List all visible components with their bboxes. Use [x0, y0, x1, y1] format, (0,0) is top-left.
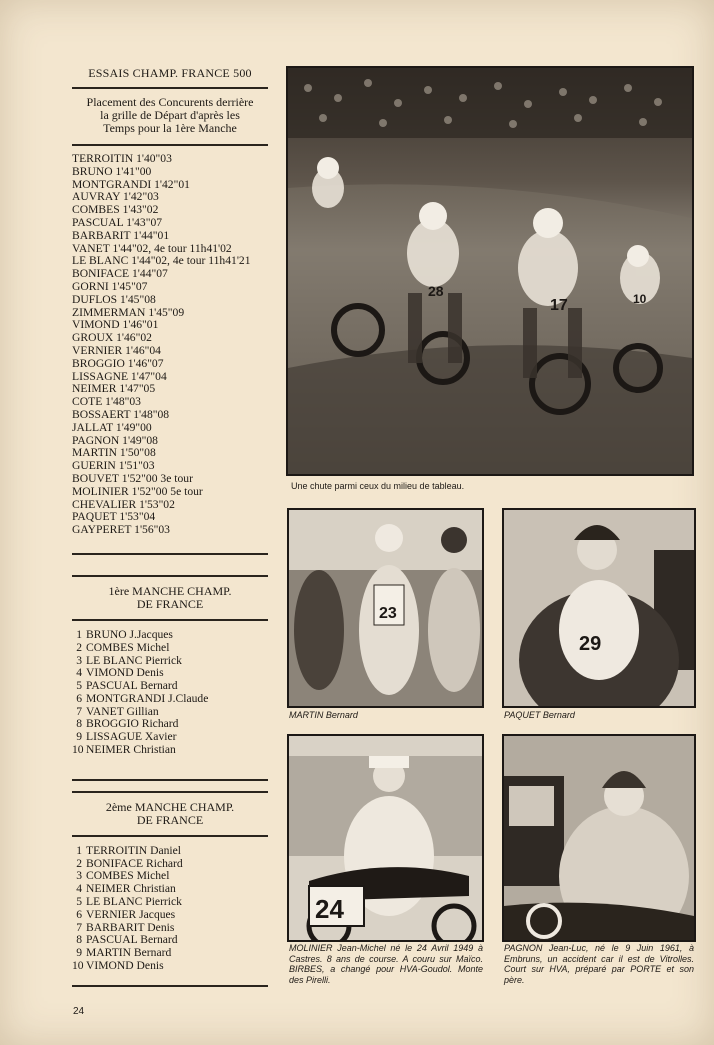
plate-number-text: 24 [315, 894, 344, 924]
qualifying-time-row: VIMOND 1'46"01 [72, 318, 159, 332]
paquet-caption: PAQUET Bernard [504, 710, 575, 720]
race-photo-image [288, 68, 692, 474]
result-position: 1 [76, 627, 82, 641]
manche1-title-line: 1ère MANCHE CHAMP. [108, 583, 232, 598]
qualifying-time-row: GAYPERET 1'56"03 [72, 523, 170, 537]
result-position: 9 [76, 730, 82, 744]
divider [72, 779, 268, 781]
qualifying-time-row: VANET 1'44"02, 4e tour 11h41'02 [72, 241, 232, 255]
result-rider-name: VIMOND Denis [86, 959, 164, 973]
qualifying-time-row: LISSAGNE 1'47"04 [72, 369, 167, 383]
result-rider-name: NEIMER Christian [86, 882, 176, 896]
qualifying-time-row: COMBES 1'43"02 [72, 203, 159, 217]
result-rider-name: PASCUAL Bernard [86, 679, 178, 693]
result-position: 4 [76, 882, 82, 896]
result-position: 8 [76, 717, 82, 731]
molinier-caption: MOLINIER Jean-Michel né le 24 Avril 1949 à Castres. 8 ans de course. A couru sur Maïco. BIRBES, a changé pour HVA-Goudol. Monte des Pirelli. [289, 943, 483, 985]
page-number: 24 [73, 1006, 85, 1017]
result-rider-name: MARTIN Bernard [86, 946, 172, 960]
pagnon-caption: PAGNON Jean-Luc, né le 9 Juin 1961, à Embruns, un accident car il est de Vitrolles. Court sur HVA, préparé par PORTE et son père. [504, 943, 694, 985]
paquet-photo [502, 508, 696, 708]
qualifying-time-row: PASCUAL 1'43"07 [72, 215, 163, 229]
bib-number-text: 23 [379, 605, 397, 622]
result-row [72, 960, 268, 973]
result-position: 9 [76, 946, 82, 960]
result-rider-name: COMBES Michel [86, 869, 170, 883]
result-rider-name: NEIMER Christian [86, 743, 176, 757]
result-position: 8 [76, 933, 82, 947]
qualifying-times-list [72, 146, 268, 537]
divider [72, 985, 268, 987]
martin-caption: MARTIN Bernard [289, 710, 358, 720]
manche1-title [72, 577, 268, 619]
essais-title: ESSAIS CHAMP. FRANCE 500 [88, 66, 252, 80]
result-rider-name: LISSAGUE Xavier [86, 730, 177, 744]
qualifying-time-row: LE BLANC 1'44"02, 4e tour 11h41'21 [72, 254, 251, 268]
manche1-title-line: DE FRANCE [136, 596, 204, 611]
qualifying-time-row: AUVRAY 1'42"03 [72, 190, 159, 204]
qualifying-time-row: BOSSAERT 1'48"08 [72, 407, 170, 421]
result-position: 4 [76, 666, 82, 680]
result-rider-name: BRUNO J.Jacques [86, 627, 173, 641]
manche2-results [72, 837, 268, 973]
result-position: 3 [76, 653, 82, 667]
result-rider-name: COMBES Michel [86, 640, 170, 654]
qualifying-time-row: ZIMMERMAN 1'45"09 [72, 305, 185, 319]
result-position: 2 [76, 640, 82, 654]
result-rider-name: VIMOND Denis [86, 666, 164, 680]
qualifying-time-row: PAGNON 1'49"08 [72, 433, 158, 447]
molinier-photo-image [289, 736, 482, 940]
qualifying-time-row: MONTGRANDI 1'42"01 [72, 177, 190, 191]
result-rider-name: BROGGIO Richard [86, 717, 179, 731]
result-rider-name: LE BLANC Pierrick [86, 653, 182, 667]
qualifying-time-row: BOUVET 1'52"00 3e tour [72, 471, 193, 485]
result-position: 10 [72, 743, 84, 757]
qualifying-time-row: GORNI 1'45"07 [72, 279, 148, 293]
qualifying-time-row: JALLAT 1'49"00 [72, 420, 152, 434]
result-position: 2 [76, 856, 82, 870]
plate-number-text: 17 [550, 297, 568, 314]
qualifying-time-row: NEIMER 1'47"05 [72, 382, 156, 396]
manche1-results [72, 621, 268, 757]
result-position: 3 [76, 869, 82, 883]
result-position: 7 [76, 920, 82, 934]
result-row [72, 744, 268, 757]
result-rider-name: TERROITIN Daniel [86, 843, 181, 857]
manche2-title-line: 2ème MANCHE CHAMP. [105, 799, 235, 814]
plate-number-text: 10 [633, 292, 647, 306]
qualifying-time-row: MARTIN 1'50"08 [72, 446, 156, 460]
manche2-title-line: DE FRANCE [136, 812, 204, 827]
qualifying-time-row: BONIFACE 1'44"07 [72, 267, 168, 281]
manche2-title [72, 793, 268, 835]
result-position: 5 [76, 895, 82, 909]
qualifying-time-row: GUERIN 1'51"03 [72, 459, 155, 473]
qualifying-time-row: COTE 1'48"03 [72, 395, 141, 409]
qualifying-time-row: DUFLOS 1'45"08 [72, 292, 156, 306]
result-rider-name: VANET Gillian [86, 704, 159, 718]
result-rider-name: PASCUAL Bernard [86, 933, 178, 947]
race-photo-main [286, 66, 694, 476]
result-position: 7 [76, 704, 82, 718]
qualifying-time-row: BROGGIO 1'46"07 [72, 356, 164, 370]
main-photo-caption: Une chute parmi ceux du milieu de tableau. [291, 481, 465, 491]
pagnon-photo [502, 734, 696, 942]
qualifying-time-row: PAQUET 1'53"04 [72, 510, 156, 524]
martin-photo [287, 508, 484, 708]
qualifying-time-row: CHEVALIER 1'53"02 [72, 497, 175, 511]
qualifying-time-row: VERNIER 1'46"04 [72, 343, 161, 357]
result-position: 6 [76, 907, 82, 921]
result-position: 5 [76, 679, 82, 693]
placement-intro: Placement des Concurents derrière la grille de Départ d'après les Temps pour la 1ère Manche [86, 95, 254, 135]
result-rider-name: BARBARIT Denis [86, 920, 175, 934]
result-rider-name: LE BLANC Pierrick [86, 895, 182, 909]
divider [72, 553, 268, 555]
bib-number-text: 29 [579, 633, 602, 655]
paquet-photo-image [504, 510, 694, 706]
plate-number-text: 28 [428, 283, 444, 299]
result-rider-name: VERNIER Jacques [86, 907, 176, 921]
result-rider-name: BONIFACE Richard [86, 856, 183, 870]
result-rider-name: MONTGRANDI J.Claude [86, 691, 209, 705]
qualifying-time-row: MOLINIER 1'52"00 5e tour [72, 484, 203, 498]
qualifying-time-row: TERROITIN 1'40"03 [72, 152, 172, 165]
molinier-photo [287, 734, 484, 942]
martin-photo-image [289, 510, 482, 706]
result-position: 10 [72, 959, 84, 973]
result-position: 6 [76, 691, 82, 705]
qualifying-time-row: GROUX 1'46"02 [72, 331, 152, 345]
result-position: 1 [76, 843, 82, 857]
pagnon-photo-image [504, 736, 694, 940]
qualifying-time-row: BARBARIT 1'44"01 [72, 228, 170, 242]
results-column [72, 60, 268, 987]
qualifying-time-row: BRUNO 1'41"00 [72, 164, 152, 178]
